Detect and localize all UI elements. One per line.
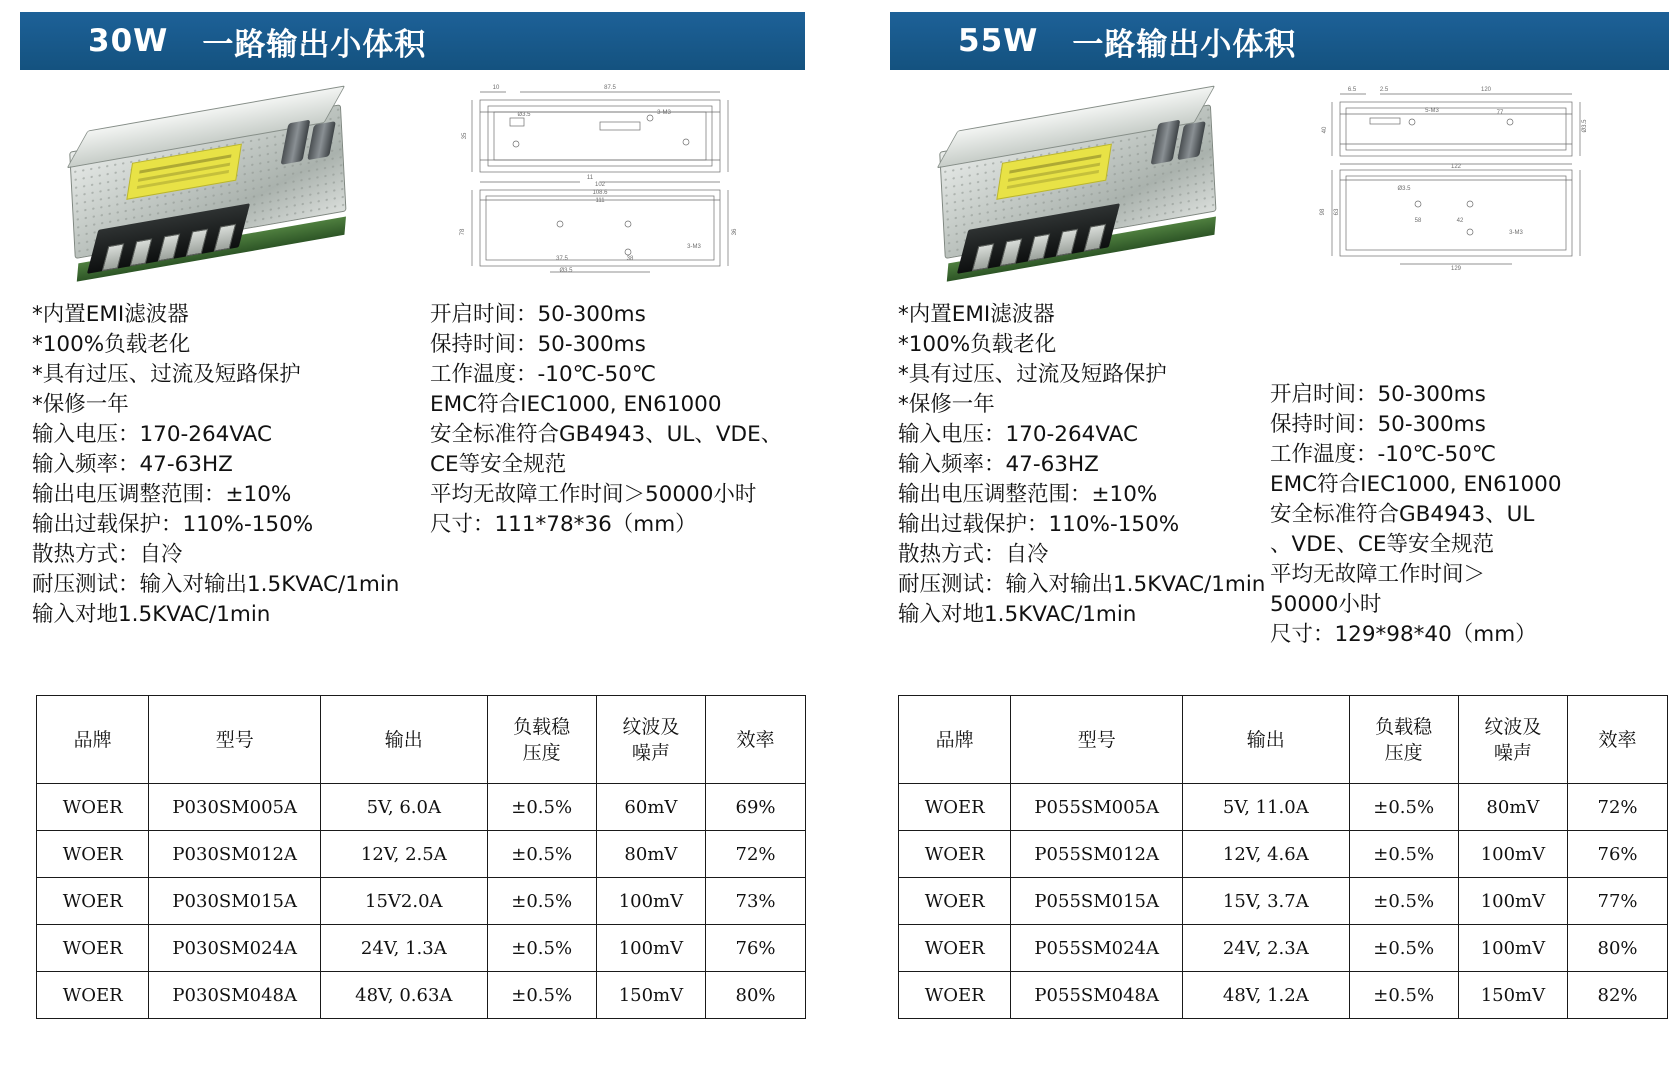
svg-text:120: 120 [1480,87,1492,93]
table-row [37,831,806,878]
svg-text:Ø3.5: Ø3.5 [517,112,531,118]
cell-load-regulation: ±0.5% [1349,878,1458,925]
feature-line: 输入对地1.5KVAC/1min [32,602,271,627]
th-line: 噪声 [1493,741,1532,764]
cell-load-regulation: ±0.5% [1349,831,1458,878]
svg-text:35: 35 [462,132,468,140]
th-load-regulation [487,696,596,784]
panel-title-watt: 55W [958,23,1039,59]
cell-brand: WOER [899,972,1011,1019]
feature-line: 尺寸：129*98*40（mm） [1270,622,1537,647]
cell-model: P030SM015A [149,878,321,925]
table-row [899,831,1668,878]
svg-text:36: 36 [732,228,738,236]
feature-line: 输出电压调整范围：±10% [898,482,1158,507]
feature-line: 开启时间：50-300ms [430,302,646,327]
feature-line: 输入对地1.5KVAC/1min [898,602,1137,627]
feature-line: 输入频率：47-63HZ [32,452,233,477]
svg-text:Ø3.5: Ø3.5 [1397,186,1411,192]
feature-line: 输出过载保护：110%-150% [898,512,1180,537]
cell-ripple-noise: 100mV [1458,831,1567,878]
table-row [899,972,1668,1019]
panel-title-name: 一路输出小体积 [1072,26,1297,63]
svg-text:111: 111 [595,198,605,204]
svg-text:77: 77 [1496,110,1504,116]
th-efficiency [706,696,806,784]
panel-title-watt: 30W [88,23,169,59]
svg-text:98: 98 [1320,208,1326,216]
dimension-drawing-30w [450,82,750,277]
cell-output: 15V, 3.7A [1183,878,1349,925]
cell-model: P055SM012A [1011,831,1183,878]
psu-illustration [68,81,366,286]
cell-output: 15V2.0A [321,878,487,925]
cell-efficiency: 76% [706,925,806,972]
feature-line: 输出电压调整范围：±10% [32,482,292,507]
feature-line: EMC符合IEC1000, EN61000 [1270,472,1562,497]
cell-brand: WOER [37,831,149,878]
svg-text:58: 58 [1414,218,1422,224]
svg-text:3-M3: 3-M3 [1509,230,1523,236]
th-line: 负载稳 [513,715,571,738]
features-column-1-55w [898,300,1265,630]
cell-model: P055SM024A [1011,925,1183,972]
th-line: 效率 [1598,728,1637,751]
product-photo-55w [930,92,1255,277]
cell-model: P055SM005A [1011,784,1183,831]
cell-efficiency: 76% [1568,831,1668,878]
svg-text:10: 10 [492,85,500,91]
cell-brand: WOER [37,784,149,831]
th-line: 品牌 [73,728,112,751]
product-panel-30w [10,0,815,1071]
cell-brand: WOER [37,925,149,972]
cell-model: P030SM024A [149,925,321,972]
svg-text:11: 11 [586,175,594,181]
cell-brand: WOER [899,784,1011,831]
feature-line: 50000小时 [1270,592,1382,617]
cell-load-regulation: ±0.5% [1349,784,1458,831]
svg-text:5-M3: 5-M3 [1425,108,1439,114]
feature-line: 输出过载保护：110%-150% [32,512,314,537]
th-line: 品牌 [935,728,974,751]
product-photo-30w [60,92,385,277]
feature-line: 输入电压：170-264VAC [32,422,273,447]
panel-title-name: 一路输出小体积 [202,26,427,63]
cell-brand: WOER [899,831,1011,878]
feature-line: 输入电压：170-264VAC [898,422,1139,447]
table-row [37,972,806,1019]
cell-load-regulation: ±0.5% [487,878,596,925]
th-ripple-noise [1458,696,1567,784]
th-brand [899,696,1011,784]
feature-line: *内置EMI滤波器 [898,302,1055,327]
feature-line: 保持时间：50-300ms [430,332,646,357]
svg-text:108.6: 108.6 [592,190,608,196]
panel-title-30w [20,12,805,70]
cell-load-regulation: ±0.5% [487,972,596,1019]
svg-text:129: 129 [1450,266,1462,272]
feature-line: *内置EMI滤波器 [32,302,189,327]
features-column-1-30w [32,300,399,630]
feature-line: 安全标准符合GB4943、UL、VDE、 [430,422,783,447]
svg-text:2.5: 2.5 [1379,87,1389,93]
cell-ripple-noise: 80mV [596,831,705,878]
th-line: 输出 [1246,728,1285,751]
feature-line: *100%负载老化 [898,332,1057,357]
feature-line: 安全标准符合GB4943、UL [1270,502,1535,527]
feature-line: 耐压测试：输入对输出1.5KVAC/1min [898,572,1266,597]
cell-model: P030SM048A [149,972,321,1019]
cell-brand: WOER [37,878,149,925]
th-efficiency [1568,696,1668,784]
svg-text:63: 63 [1334,208,1340,216]
psu-illustration [938,81,1236,286]
svg-text:102: 102 [594,182,606,188]
spec-table-55w [898,695,1668,1019]
cell-load-regulation: ±0.5% [1349,972,1458,1019]
svg-text:3-M3: 3-M3 [687,244,701,250]
th-line: 型号 [215,728,254,751]
table-header-row [899,696,1668,784]
th-line: 纹波及 [1484,715,1542,738]
features-column-2-30w [430,300,782,540]
panel-title-55w [890,12,1669,70]
cell-ripple-noise: 150mV [596,972,705,1019]
th-brand [37,696,149,784]
th-line: 效率 [736,728,775,751]
table-row [899,784,1668,831]
svg-text:122: 122 [1450,164,1462,170]
feature-line: 尺寸：111*78*36（mm） [430,512,697,537]
feature-line: 工作温度：-10℃-50℃ [430,362,657,387]
table-row [899,878,1668,925]
feature-line: CE等安全规范 [430,452,567,477]
th-model [149,696,321,784]
cell-ripple-noise: 100mV [1458,925,1567,972]
cell-efficiency: 80% [1568,925,1668,972]
cell-ripple-noise: 60mV [596,784,705,831]
cell-load-regulation: ±0.5% [487,784,596,831]
cell-ripple-noise: 100mV [596,925,705,972]
cell-efficiency: 69% [706,784,806,831]
cell-output: 48V, 1.2A [1183,972,1349,1019]
cell-efficiency: 73% [706,878,806,925]
feature-line: *保修一年 [898,392,995,417]
svg-text:37.5: 37.5 [556,256,568,262]
th-line: 压度 [522,741,561,764]
th-ripple-noise [596,696,705,784]
svg-text:87.5: 87.5 [604,85,616,91]
th-line: 纹波及 [622,715,680,738]
svg-text:6.5: 6.5 [1347,87,1357,93]
th-output [321,696,487,784]
table-row [899,925,1668,972]
cell-ripple-noise: 100mV [596,878,705,925]
th-line: 压度 [1384,741,1423,764]
cell-efficiency: 82% [1568,972,1668,1019]
dimension-drawing-55w [1300,82,1600,277]
cell-model: P030SM005A [149,784,321,831]
cell-model: P055SM015A [1011,878,1183,925]
cell-load-regulation: ±0.5% [1349,925,1458,972]
cell-ripple-noise: 80mV [1458,784,1567,831]
feature-line: 散热方式：自冷 [32,542,183,567]
feature-line: 开启时间：50-300ms [1270,382,1486,407]
feature-line: *保修一年 [32,392,129,417]
cell-ripple-noise: 150mV [1458,972,1567,1019]
table-row [37,784,806,831]
features-column-2-55w [1270,380,1562,650]
cell-load-regulation: ±0.5% [487,925,596,972]
svg-text:Ø3.5: Ø3.5 [559,268,573,274]
th-line: 型号 [1077,728,1116,751]
cell-ripple-noise: 100mV [1458,878,1567,925]
table-row [37,925,806,972]
cell-output: 24V, 2.3A [1183,925,1349,972]
svg-text:38: 38 [626,256,634,262]
svg-text:Ø3.5: Ø3.5 [1582,119,1588,133]
th-output [1183,696,1349,784]
cell-efficiency: 72% [706,831,806,878]
cell-efficiency: 77% [1568,878,1668,925]
feature-line: *具有过压、过流及短路保护 [32,362,301,387]
feature-line: 输入频率：47-63HZ [898,452,1099,477]
cell-efficiency: 80% [706,972,806,1019]
cell-output: 48V, 0.63A [321,972,487,1019]
feature-line: 耐压测试：输入对输出1.5KVAC/1min [32,572,400,597]
cell-brand: WOER [37,972,149,1019]
cell-output: 12V, 2.5A [321,831,487,878]
cell-load-regulation: ±0.5% [487,831,596,878]
feature-line: EMC符合IEC1000, EN61000 [430,392,722,417]
feature-line: 平均无故障工作时间＞ [1270,562,1486,587]
cell-output: 24V, 1.3A [321,925,487,972]
cell-model: P030SM012A [149,831,321,878]
cell-brand: WOER [899,925,1011,972]
spec-table-30w [36,695,806,1019]
feature-line: 保持时间：50-300ms [1270,412,1486,437]
cell-brand: WOER [899,878,1011,925]
svg-text:40: 40 [1322,126,1328,134]
svg-text:78: 78 [460,228,466,236]
th-line: 输出 [384,728,423,751]
th-model [1011,696,1183,784]
cell-output: 5V, 6.0A [321,784,487,831]
cell-efficiency: 72% [1568,784,1668,831]
product-panel-55w [880,0,1669,1071]
th-load-regulation [1349,696,1458,784]
feature-line: 平均无故障工作时间＞50000小时 [430,482,757,507]
cell-output: 12V, 4.6A [1183,831,1349,878]
cell-output: 5V, 11.0A [1183,784,1349,831]
feature-line: *100%负载老化 [32,332,191,357]
table-row [37,878,806,925]
feature-line: 工作温度：-10℃-50℃ [1270,442,1497,467]
feature-line: 、VDE、CE等安全规范 [1270,532,1494,557]
cell-model: P055SM048A [1011,972,1183,1019]
table-header-row [37,696,806,784]
svg-text:42: 42 [1456,218,1464,224]
svg-text:3-M3: 3-M3 [657,110,671,116]
feature-line: 散热方式：自冷 [898,542,1049,567]
th-line: 噪声 [631,741,670,764]
feature-line: *具有过压、过流及短路保护 [898,362,1167,387]
th-line: 负载稳 [1375,715,1433,738]
